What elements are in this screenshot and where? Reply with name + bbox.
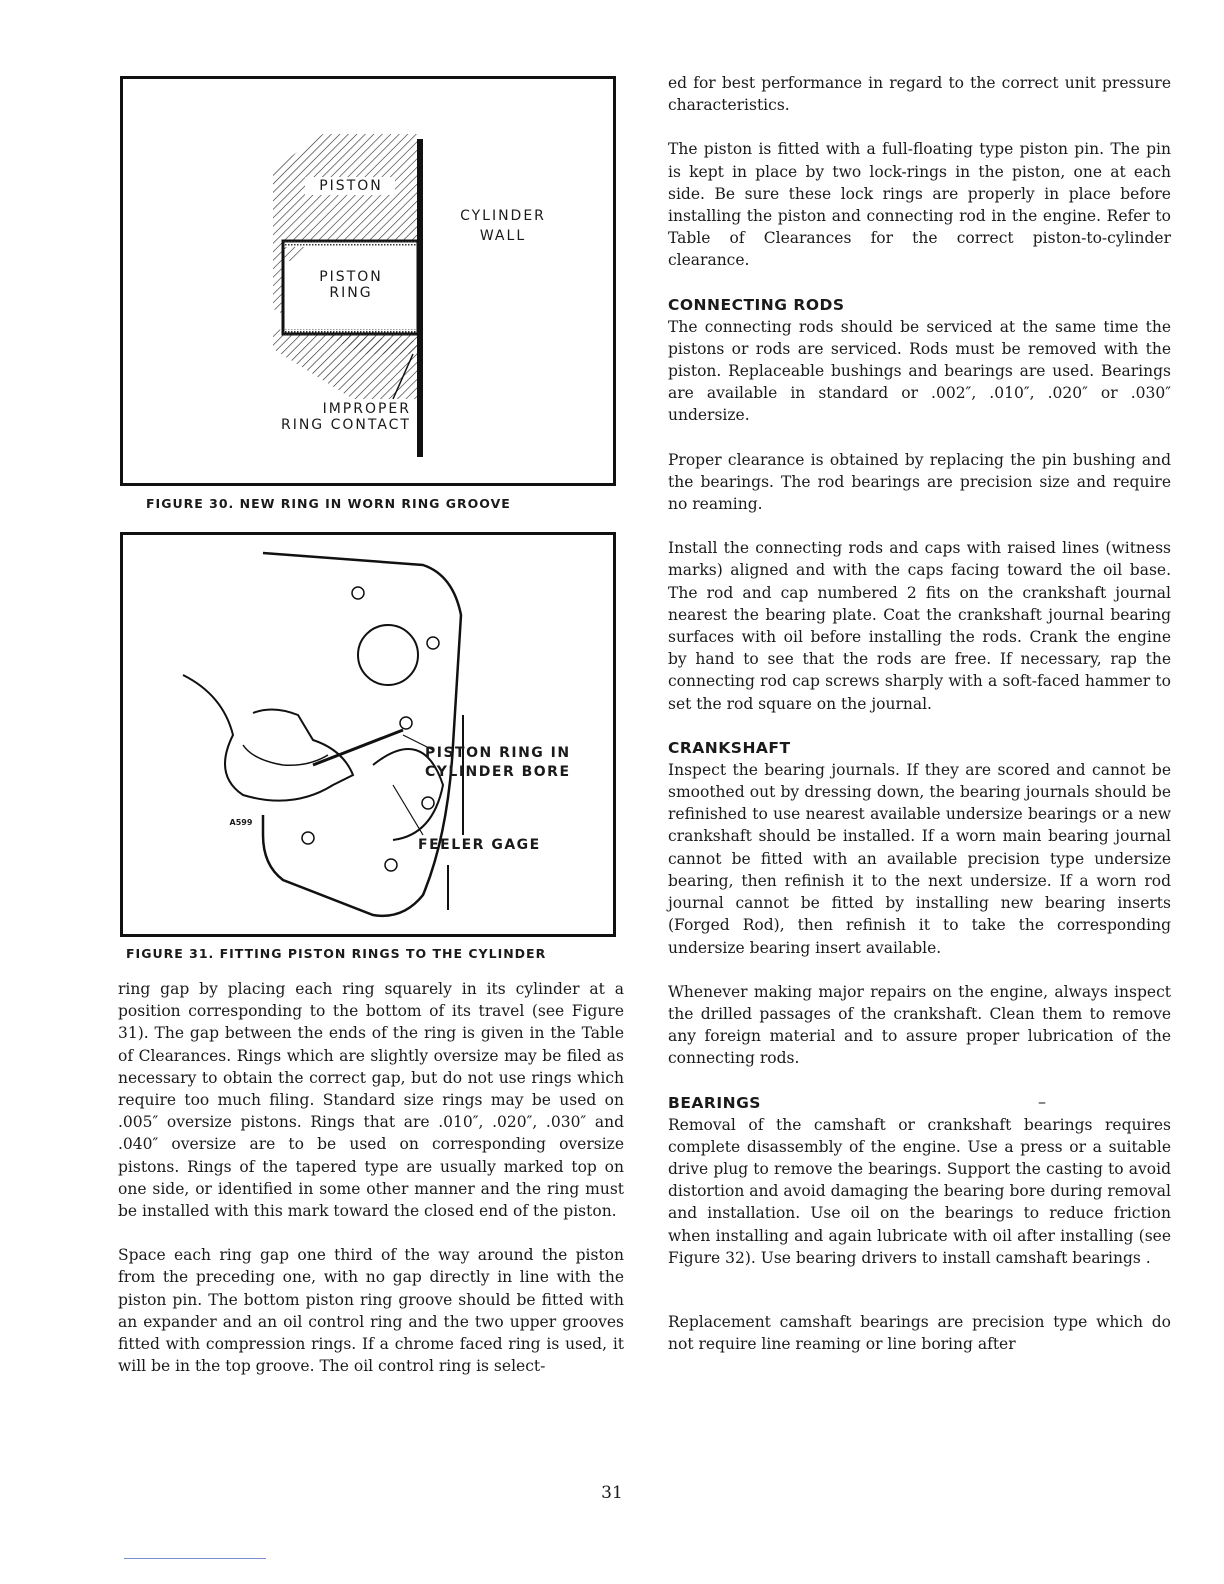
- right-paragraph-8: Removal of the camshaft or crankshaft bearings requires complete disassembly of the engine. Use a press or a suitable drive plug to remove the bearings. Support the casting to avoid distortion and avoid damaging the bearing bore during removal and installation. Use oil on the bearings to reduce friction when installing and again lubricate with oil after installing (see Figure 32). Use bearing drivers to install camshaft bearings .: [668, 1115, 1171, 1267]
- label-piston-ring-in-cylinder-bore: PISTON RING IN CYLINDER BORE: [425, 745, 571, 780]
- figure-30: [120, 76, 616, 486]
- label-ref-code: A599: [229, 818, 253, 827]
- left-paragraph-1: ring gap by placing each ring squarely in its cylinder at a position corresponding to the bottom of its travel (see Figure 31). The gap between the ends of the ring is given in the Table of Clearances. Rings which are slightly oversize may be filed as necessary to obtain the correct gap, but do not use rings which require too much filing. Standard size rings may be used on .005″ oversize pistons. Rings that are .010″, .020″, .030″ and .040″ oversize are to be used on corresponding oversize pistons. Rings of the tapered type are usually marked top on one side, or identified in some other manner and the ring must be installed with this mark toward the closed end of the piston.: [118, 980, 624, 1221]
- label-cylinder-wall: CYLINDER WALL: [460, 208, 546, 244]
- figure-31-drawing: [123, 535, 613, 934]
- feeler-gage: [313, 730, 403, 765]
- bearings-dash: –: [1038, 1091, 1046, 1111]
- right-column: [668, 72, 1171, 1355]
- hand: [183, 675, 353, 801]
- right-paragraph-9: Replacement camshaft bearings are precision type which do not require line reaming or line boring after: [668, 1312, 1171, 1354]
- footer-rule: [124, 1558, 266, 1559]
- left-paragraph-2: Space each ring gap one third of the way around the piston from the preceding one, with no gap directly in line with the piston pin. The bottom piston ring groove should be fitted with an expander and an oil control ring and the two upper grooves fitted with compression rings. If a chrome faced ring is used, it will be in the top groove. The oil control ring is select-: [118, 1246, 624, 1376]
- figure-30-caption: FIGURE 30. NEW RING IN WORN RING GROOVE: [146, 496, 511, 511]
- right-paragraph-1: ed for best performance in regard to the correct unit pressure characteristics.: [668, 74, 1171, 115]
- heading-connecting-rods: CONNECTING RODS: [668, 295, 845, 314]
- cylinder-wall-line: [417, 139, 423, 457]
- label-feeler-gage: FEELER GAGE: [418, 837, 541, 853]
- piston-lower: [273, 329, 418, 399]
- page-number: 31: [601, 1483, 623, 1503]
- right-paragraph-4: Proper clearance is obtained by replacing the pin bushing and the bearings. The rod bearings are precision size and require no reaming.: [668, 450, 1171, 514]
- heading-bearings-row: [668, 1092, 1171, 1114]
- right-paragraph-7: Whenever making major repairs on the engine, always inspect the drilled passages of the crankshaft. Clean them to remove any foreign material and to assure proper lubrication of the connecting rods.: [668, 982, 1171, 1068]
- label-piston-ring: PISTON RING: [319, 269, 383, 301]
- right-paragraph-3: The connecting rods should be serviced at the same time the pistons or rods are serviced. Rods must be removed with the piston. Replaceable bushings and bearings are used. Bearings are available in standard or .002″, .010″, .020″ or .030″ undersize.: [668, 317, 1171, 425]
- engine-block-outline: [263, 553, 461, 916]
- label-improper-ring-contact: IMPROPER RING CONTACT: [280, 401, 411, 433]
- left-column: [118, 76, 624, 1377]
- cylinder-bore: [358, 625, 418, 685]
- heading-bearings: BEARINGS: [668, 1093, 761, 1112]
- heading-crankshaft: CRANKSHAFT: [668, 738, 791, 757]
- label-piston: PISTON: [319, 178, 383, 194]
- figure-31: [120, 532, 616, 937]
- right-paragraph-2: The piston is fitted with a full-floating type piston pin. The pin is kept in place by two lock-rings in the piston, one at each side. Be sure these lock rings are properly in place before installing the piston and connecting rod in the engine. Refer to Table of Clearances for the correct piston-to-cylinder clearance.: [668, 140, 1171, 270]
- right-paragraph-6: Inspect the bearing journals. If they are scored and cannot be smoothed out by dressing down, the bearing journals should be refinished to use nearest available undersize bearings or a new crankshaft should be installed. If a worn main bearing journal cannot be fitted with an available precision type undersize bearing, then refinish it to the next undersize. If a worn rod journal cannot be fitted by installing new bearing inserts (Forged Rod), then refinish it to take the corresponding undersize bearing insert available.: [668, 760, 1171, 957]
- right-paragraph-5: Install the connecting rods and caps with raised lines (witness marks) aligned and with the caps facing toward the oil base. The rod and cap numbered 2 fits on the crankshaft journal nearest the bearing plate. Coat the crankshaft journal bearing surfaces with oil before installing the rods. Crank the engine by hand to see that the rods are free. If necessary, rap the connecting rod cap screws sharply with a soft-faced hammer to set the rod square on the journal.: [668, 539, 1171, 713]
- figure-31-caption: FIGURE 31. FITTING PISTON RINGS TO THE CYLINDER: [126, 946, 547, 961]
